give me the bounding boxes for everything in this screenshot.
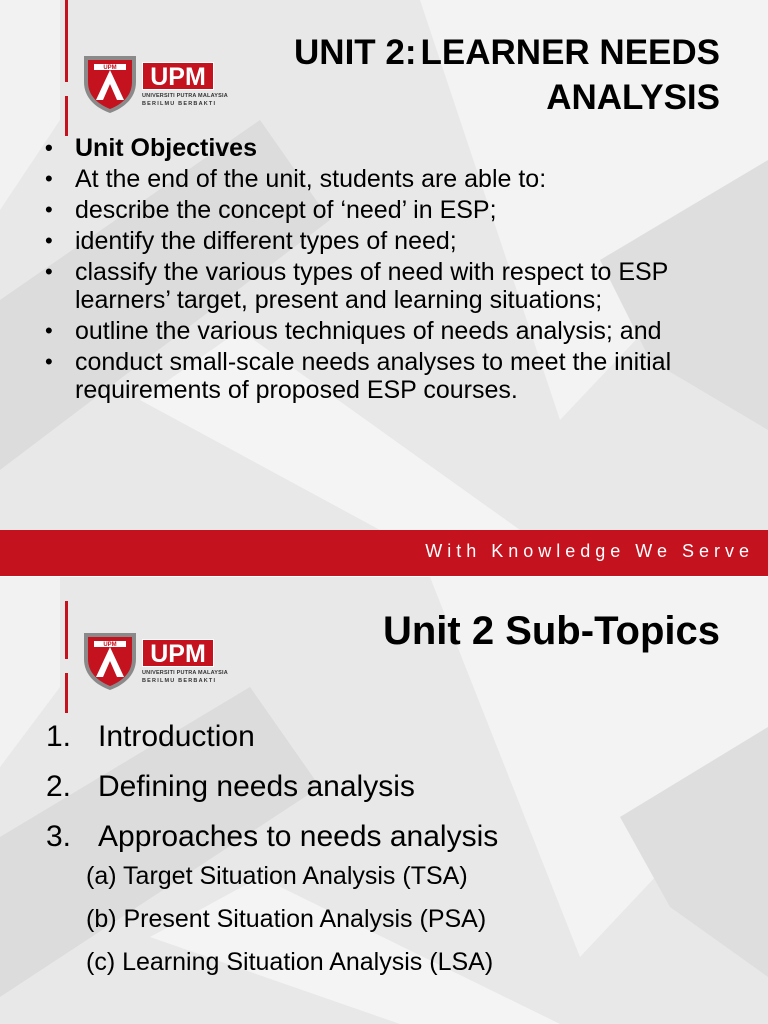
bullet-icon: • — [45, 166, 53, 191]
list-item — [44, 196, 734, 224]
logo-motto: BERILMU BERBAKTI — [142, 678, 217, 684]
list-item-text: identify the different types of need; — [75, 227, 457, 255]
logo-wordmark-text: UPM — [150, 63, 206, 90]
logo-badge-text: UPM — [103, 65, 117, 71]
list-item-text: describe the concept of ‘need’ in ESP; — [75, 196, 497, 224]
list-item-number: 1. — [46, 720, 72, 753]
logo-university-name: UNIVERSITI PUTRA MALAYSIA — [142, 93, 228, 99]
list-item — [46, 765, 498, 815]
list-item — [44, 317, 734, 345]
bullet-icon: • — [45, 349, 53, 374]
upm-wordmark — [142, 639, 214, 667]
list-item-text: Unit Objectives — [75, 134, 257, 162]
slide-1-title-part1: UNIT 2: — [294, 33, 417, 72]
slide-2-title: Unit 2 Sub-Topics — [382, 609, 720, 653]
list-item — [46, 715, 498, 765]
upm-wordmark — [142, 62, 214, 90]
list-item-text: Introduction — [98, 720, 255, 753]
accent-line-bottom — [65, 96, 68, 136]
logo-university-name: UNIVERSITI PUTRA MALAYSIA — [142, 670, 228, 676]
subtopics-list — [46, 715, 498, 865]
logo-motto: BERILMU BERBAKTI — [142, 101, 217, 107]
accent-line-top — [65, 601, 68, 659]
accent-line-top — [65, 0, 68, 82]
list-item-text: At the end of the unit, students are able to: — [75, 165, 547, 193]
upm-shield-icon — [80, 52, 140, 114]
list-item-text: conduct small-scale needs analyses to meet the initial requirements of proposed ESP courses. — [75, 348, 672, 404]
list-item-text: Approaches to needs analysis — [98, 820, 499, 853]
list-item-number: 3. — [46, 820, 72, 853]
list-item — [44, 258, 734, 314]
list-item: (a) Target Situation Analysis (TSA) — [86, 862, 468, 890]
slide-1-title-part2: LEARNER NEEDS — [420, 33, 720, 72]
list-item-text: classify the various types of need with respect to ESP learners’ target, present and learning situations; — [75, 258, 668, 314]
list-item: (b) Present Situation Analysis (PSA) — [86, 905, 487, 933]
list-item — [44, 165, 734, 193]
list-item — [46, 815, 498, 865]
logo-badge-text: UPM — [103, 642, 117, 648]
approaches-sublist — [86, 859, 493, 988]
upm-shield-icon — [80, 629, 140, 691]
list-item-text: outline the various techniques of needs analysis; and — [75, 317, 662, 345]
bullet-icon: • — [45, 228, 53, 253]
slide-2 — [0, 577, 768, 1024]
list-item-text: Defining needs analysis — [98, 770, 415, 803]
motto-banner — [0, 530, 768, 576]
accent-line-bottom — [65, 673, 68, 713]
bullet-icon: • — [45, 135, 53, 160]
list-item-number: 2. — [46, 770, 72, 803]
logo-wordmark-text: UPM — [150, 640, 206, 667]
slide-1-title — [294, 30, 720, 120]
slide-1-title-line2: ANALYSIS — [546, 78, 720, 117]
bullet-icon: • — [45, 259, 53, 284]
list-item — [44, 348, 734, 404]
list-item — [44, 227, 734, 255]
bullet-icon: • — [45, 318, 53, 343]
bullet-icon: • — [45, 197, 53, 222]
objectives-list — [44, 134, 734, 407]
upm-logo — [80, 629, 228, 701]
motto-banner-text: With Knowledge We Serve — [425, 541, 754, 561]
list-item — [44, 134, 734, 162]
list-item: (c) Learning Situation Analysis (LSA) — [86, 948, 494, 976]
upm-logo — [80, 52, 228, 124]
